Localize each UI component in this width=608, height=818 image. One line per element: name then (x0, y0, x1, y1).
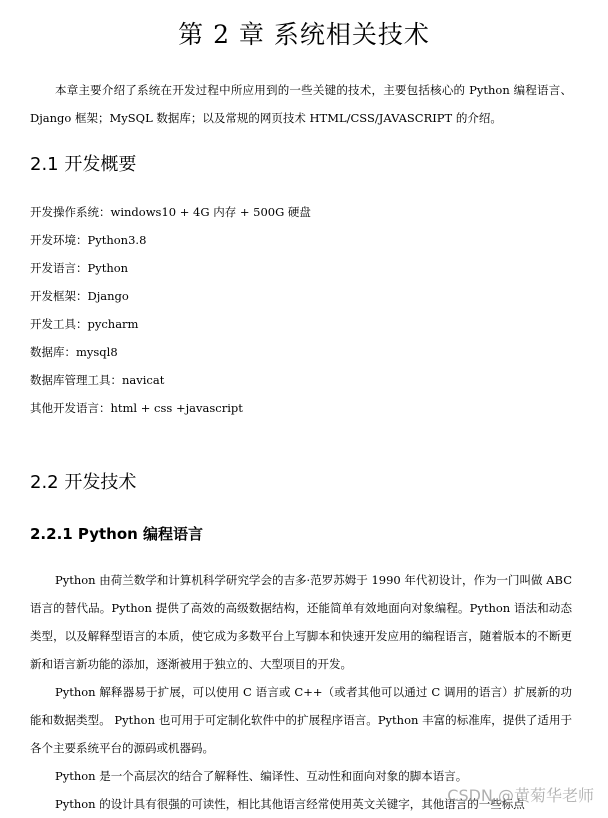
env-item-environment: 开发环境：Python3.8 (30, 233, 147, 247)
intro-paragraph: 本章主要介绍了系统在开发过程中所应用到的一些关键的技术，主要包括核心的 Python 编程语言、Django 框架；MySQL 数据库；以及常规的网页技术 HTML/CSS/JAVASCRIPT 的介绍。 (30, 83, 572, 125)
section-heading-2-1: 2.1 开发概要 (30, 154, 137, 175)
env-item-tool: 开发工具：pycharm (30, 317, 139, 331)
environment-list (30, 198, 572, 422)
python-description (30, 566, 572, 818)
subsection-heading-2-2-1: 2.2.1 Python 编程语言 (30, 525, 204, 543)
env-item-database: 数据库：mysql8 (30, 345, 118, 359)
section-heading-2-2: 2.2 开发技术 (30, 472, 137, 493)
chapter-title: 第 2 章 系统相关技术 (178, 20, 430, 49)
env-item-other-languages: 其他开发语言：html + css +javascript (30, 401, 243, 415)
body-paragraph: Python 解释器易于扩展，可以使用 C 语言或 C++（或者其他可以通过 C 调用的语言）扩展新的功能和数据类型。 Python 也可用于可定制化软件中的扩展程序语言。Python 丰富的标准库，提供了适用于各个主要系统平台的源码或机器码。 (30, 685, 572, 755)
body-paragraph: Python 的设计具有很强的可读性，相比其他语言经常使用英文关键字，其他语言的一些标点 (55, 797, 525, 811)
env-item-language: 开发语言：Python (30, 261, 129, 275)
body-paragraph: Python 是一个高层次的结合了解释性、编译性、互动性和面向对象的脚本语言。 (55, 769, 468, 783)
env-item-framework: 开发框架：Django (30, 289, 129, 303)
env-item-os: 开发操作系统：windows10 + 4G 内存 + 500G 硬盘 (30, 205, 311, 219)
body-paragraph: Python 由荷兰数学和计算机科学研究学会的吉多·范罗苏姆于 1990 年代初设计，作为一门叫做 ABC 语言的替代品。Python 提供了高效的高级数据结构，还能简单有效地面向对象编程。Python 语法和动态类型，以及解释型语言的本质，使它成为多数平台上写脚本和快速开发应用的编程语言，随着版本的不断更新和语言新功能的添加，逐渐被用于独立的、大型项目的开发。 (30, 573, 572, 671)
watermark: CSDN @黄菊华老师 (447, 786, 594, 805)
env-item-db-tool: 数据库管理工具：navicat (30, 373, 165, 387)
